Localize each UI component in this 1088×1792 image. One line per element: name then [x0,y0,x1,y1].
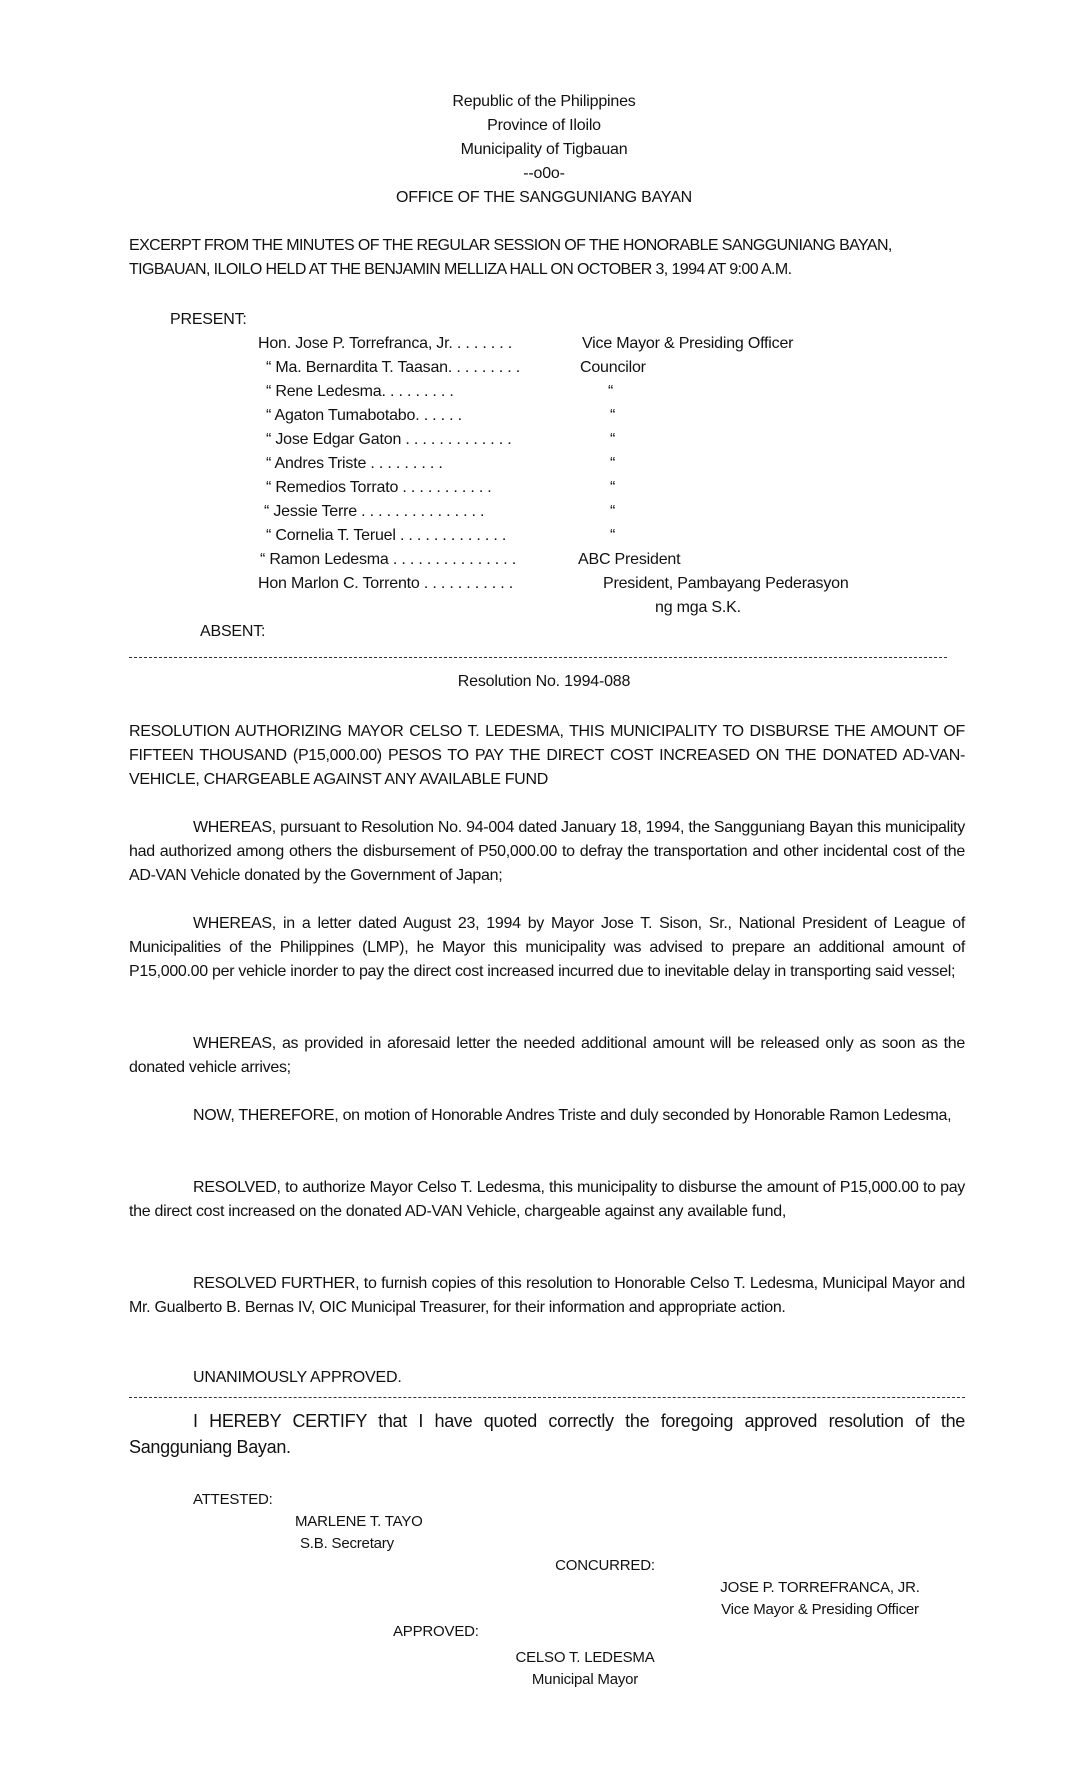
resolution-title: RESOLUTION AUTHORIZING MAYOR CELSO T. LEDESMA, THIS MUNICIPALITY TO DISBURSE THE AMOUNT OF FIFTEEN THOUSAND (P15,000.00) PESOS TO PAY THE DIRECT COST INCREASED ON THE DONATED AD-VAN- VEHICLE, CHARGEABLE AGAINST ANY AVAILABLE FUND [129,723,965,788]
whereas-paragraph-1 [129,816,965,888]
whereas-paragraph-2 [129,912,965,984]
member-position: Councilor [580,359,646,376]
concurred-title: Vice Mayor & Presiding Officer [721,1601,919,1618]
resolved-paragraph [129,1176,965,1224]
member-position: “ [610,431,616,448]
header-province: Province of Iloilo [487,117,601,134]
member-name: Hon. Jose P. Torrefranca, Jr. . . . . . . . [258,335,513,352]
header-office: OFFICE OF THE SANGGUNIANG BAYAN [395,189,693,206]
attested-name: MARLENE T. TAYO [295,1513,423,1530]
member-name: “ Ramon Ledesma . . . . . . . . . . . . . . . [260,551,516,568]
member-name: “ Rene Ledesma. . . . . . . . . [266,383,454,400]
paragraph-text: WHEREAS, pursuant to Resolution No. 94-004 dated January 18, 1994, the Sangguniang Bayan this municipality had authorized among others the disbursement of P50,000.00 to defray the transportation and other incidental cost of the AD-VAN Vehicle donated by the Government of Japan; [129,819,965,884]
member-position: “ [610,407,616,424]
paragraph-text: WHEREAS, in a letter dated August 23, 1994 by Mayor Jose T. Sison, Sr., National President of League of Municipalities of the Philippines (LMP), he Mayor this municipality was advised to prepare an additional amount of P15,000.00 per vehicle inorder to pay the direct cost increased incurred due to inevitable delay in transporting said vessel; [129,915,965,980]
separator-line [129,657,947,658]
member-name: “ Remedios Torrato . . . . . . . . . . . [266,479,492,496]
paragraph-text: RESOLVED FURTHER, to furnish copies of this resolution to Honorable Celso T. Ledesma, Municipal Mayor and Mr. Gualberto B. Bernas IV, OIC Municipal Treasurer, for their information and appropriate action. [129,1275,965,1316]
certification-text: I HEREBY CERTIFY that I have quoted correctly the foregoing approved resolution of the Sangguniang Bayan. [129,1411,965,1457]
member-position: President, Pambayang Pederasyon [603,575,849,592]
member-position-continued: ng mga S.K. [655,599,741,616]
member-name: Hon Marlon C. Torrento . . . . . . . . . . . [258,575,513,592]
member-position: ABC President [578,551,681,568]
member-name: “ Ma. Bernardita T. Taasan. . . . . . . . . [266,359,521,376]
member-name: “ Cornelia T. Teruel . . . . . . . . . . . . . [266,527,507,544]
header-municipality: Municipality of Tigbauan [460,141,628,158]
approved-title: Municipal Mayor [531,1671,639,1688]
header-republic: Republic of the Philippines [452,93,636,110]
approved-name: CELSO T. LEDESMA [515,1649,655,1666]
absent-label: ABSENT: [200,623,266,640]
member-position: “ [610,503,616,520]
now-therefore-paragraph [129,1104,965,1128]
member-position: “ [610,527,616,544]
whereas-paragraph-3 [129,1032,965,1080]
member-name: “ Jose Edgar Gaton . . . . . . . . . . . . . [266,431,512,448]
member-name: “ Jessie Terre . . . . . . . . . . . . . . . [264,503,485,520]
certification-paragraph [129,1408,965,1460]
resolution-number: Resolution No. 1994-088 [457,673,631,690]
attested-title: S.B. Secretary [300,1535,394,1552]
paragraph-text: RESOLVED, to authorize Mayor Celso T. Ledesma, this municipality to disburse the amount of P15,000.00 to pay the direct cost increased on the donated AD-VAN Vehicle, chargeable against any available fund, [129,1179,965,1220]
attested-label: ATTESTED: [193,1491,273,1508]
member-position: “ [608,383,614,400]
excerpt-line-2: TIGBAUAN, ILOILO HELD AT THE BENJAMIN MELLIZA HALL ON OCTOBER 3, 1994 AT 9:00 A.M. [129,261,792,278]
separator-line [129,1397,965,1398]
header-ornament: --o0o- [523,165,565,182]
present-label: PRESENT: [170,311,247,328]
member-name: “ Andres Triste . . . . . . . . . [266,455,443,472]
member-position: “ [610,455,616,472]
resolved-further-paragraph [129,1272,965,1320]
concurred-name: JOSE P. TORREFRANCA, JR. [720,1579,920,1596]
approved-label: APPROVED: [393,1623,479,1640]
paragraph-text: NOW, THEREFORE, on motion of Honorable Andres Triste and duly seconded by Honorable Ramon Ledesma, [193,1107,952,1124]
excerpt-line-1: EXCERPT FROM THE MINUTES OF THE REGULAR SESSION OF THE HONORABLE SANGGUNIANG BAYAN, [129,237,892,254]
approval-status: UNANIMOUSLY APPROVED. [193,1369,402,1386]
member-position: Vice Mayor & Presiding Officer [582,335,794,352]
member-position: “ [610,479,616,496]
concurred-label: CONCURRED: [555,1557,655,1574]
paragraph-text: WHEREAS, as provided in aforesaid letter the needed additional amount will be released only as soon as the donated vehicle arrives; [129,1035,965,1076]
member-name: “ Agaton Tumabotabo. . . . . . [266,407,462,424]
